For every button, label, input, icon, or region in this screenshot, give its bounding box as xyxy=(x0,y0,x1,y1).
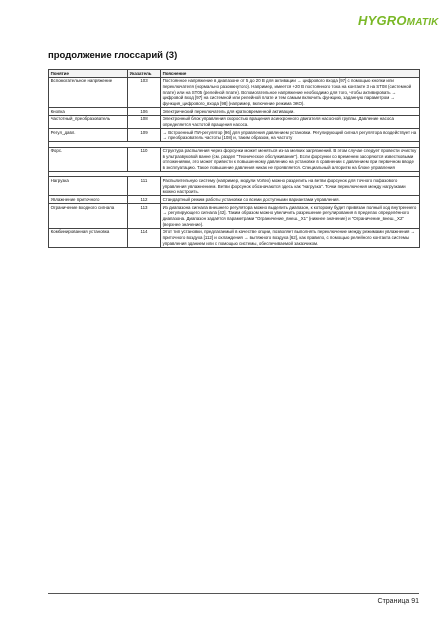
column-header-term: Понятие xyxy=(49,70,128,78)
description-cell: Распылительную систему (например, модули Vortex) можно разделить на ветви форсунок для точного пофазового управления увлажнением. Ветви форсунок обозначаются здесь как "нагрузка". Точки переключения между нагрузками можно настроить. xyxy=(161,177,420,196)
term-cell: Кнопка xyxy=(49,107,128,115)
table-row xyxy=(49,147,420,172)
page-number: Страница 91 xyxy=(377,598,419,605)
description-cell: Этот тип установки, предлагаемый в качестве опции, позволяет выполнять переключение между режимами увлажнения → приточного воздуха [112] и охлаждения → вытяжного воздуха [62], как правило, с помощью релейного контакта системы управления зданием или с помощью системы, обеспечиваемой заказчиком. xyxy=(161,228,420,247)
ref-cell: 108 xyxy=(128,115,161,128)
description-cell: Структура распыления через форсунки может меняться из-за мелких загрязнений. В этом случае следует провести очистку в ультразвуковой ванне (см. раздел "Техническое обслуживание"). Если форсунки со временем засоряются известковыми отложениями, это может привести к повышенному давлению на установке в сравнении с давлением при первичном вводе в эксплуатацию. Такое повышение давления никак не проявляется. Специальный алгоритм на блоке управления xyxy=(161,147,420,172)
term-cell: Частотный_преобразователь xyxy=(49,115,128,128)
ref-cell: 106 xyxy=(128,107,161,115)
table-row xyxy=(49,77,420,107)
table-row xyxy=(49,204,420,229)
description-cell: Стандартный режим работы установки со всеми доступными вариантами управления. xyxy=(161,196,420,204)
page-title: продолжение глоссарий (3) xyxy=(48,50,178,61)
logo-text-part2: MATIK xyxy=(406,17,439,28)
term-cell: Вспомогательное напряжение xyxy=(49,77,128,107)
glossary-table xyxy=(48,69,420,248)
table-header-row xyxy=(49,70,420,78)
term-cell: Форс. xyxy=(49,147,128,172)
term-cell: Комбинированная установка xyxy=(49,228,128,247)
description-cell: Постоянное напряжение в диапазоне от 5 до 20 В для активации → цифрового входа [97] с помощью кнопки или переключателя (нормально разомкнутого). Например, имеется +20 В постоянного тока на контакте 3 на ST08 (системной плате) или на ST05 (релейной плате). Вспомогательное напряжение необходимо для того, чтобы активировать → цифровой вход [97] на системной или релейной плате и тем самым включить функцию, заданную параметром → функция_цифрового_входа [98] (например, включение режима ЭКО). xyxy=(161,77,420,107)
logo-text-part1: HYGRO xyxy=(358,13,407,28)
description-cell: Из диапазона сигнала внешнего регулятора можно выделить диапазон, к которому будет привязан полный ход внутреннего → регулирующего сигнала [42]. Таким образом можно увеличить разрешение регулирования в пределах определённого диапазона. Диапазон задаётся параметрами "Ограничение_внеш._X1" (нижнее значение) и "Ограничение_внеш._X2" (верхнее значение). xyxy=(161,204,420,229)
term-cell: Ограничение входного сигнала xyxy=(49,204,128,229)
ref-cell: 114 xyxy=(128,228,161,247)
table-row xyxy=(49,129,420,142)
term-cell: Регул_давл. xyxy=(49,129,128,142)
ref-cell: 110 xyxy=(128,147,161,172)
description-cell: Электрический переключатель для кратковременной активации. xyxy=(161,107,420,115)
term-cell: Увлажнение приточного xyxy=(49,196,128,204)
brand-logo xyxy=(358,13,439,28)
column-header-ref: Указатель xyxy=(128,70,161,78)
table-row xyxy=(49,107,420,115)
ref-cell: 113 xyxy=(128,204,161,229)
table-row xyxy=(49,228,420,247)
ref-cell: 103 xyxy=(128,77,161,107)
ref-cell: 111 xyxy=(128,177,161,196)
table-row xyxy=(49,196,420,204)
column-header-description: Пояснение xyxy=(161,70,420,78)
table-row xyxy=(49,115,420,128)
table-row xyxy=(49,177,420,196)
ref-cell: 112 xyxy=(128,196,161,204)
footer-divider xyxy=(48,593,419,594)
description-cell: Электронный блок управления скоростью вращения асинхронного двигателя насосной группы. Давление насоса определяется частотой вращения насоса. xyxy=(161,115,420,128)
description-cell: → Встроенный ПИ-регулятор [96] для управления давлением установки. Регулирующий сигнал регулятора воздействует на → преобразователь частоты [108] и, таким образом, на частоту xyxy=(161,129,420,142)
ref-cell: 109 xyxy=(128,129,161,142)
term-cell: Нагрузка xyxy=(49,177,128,196)
